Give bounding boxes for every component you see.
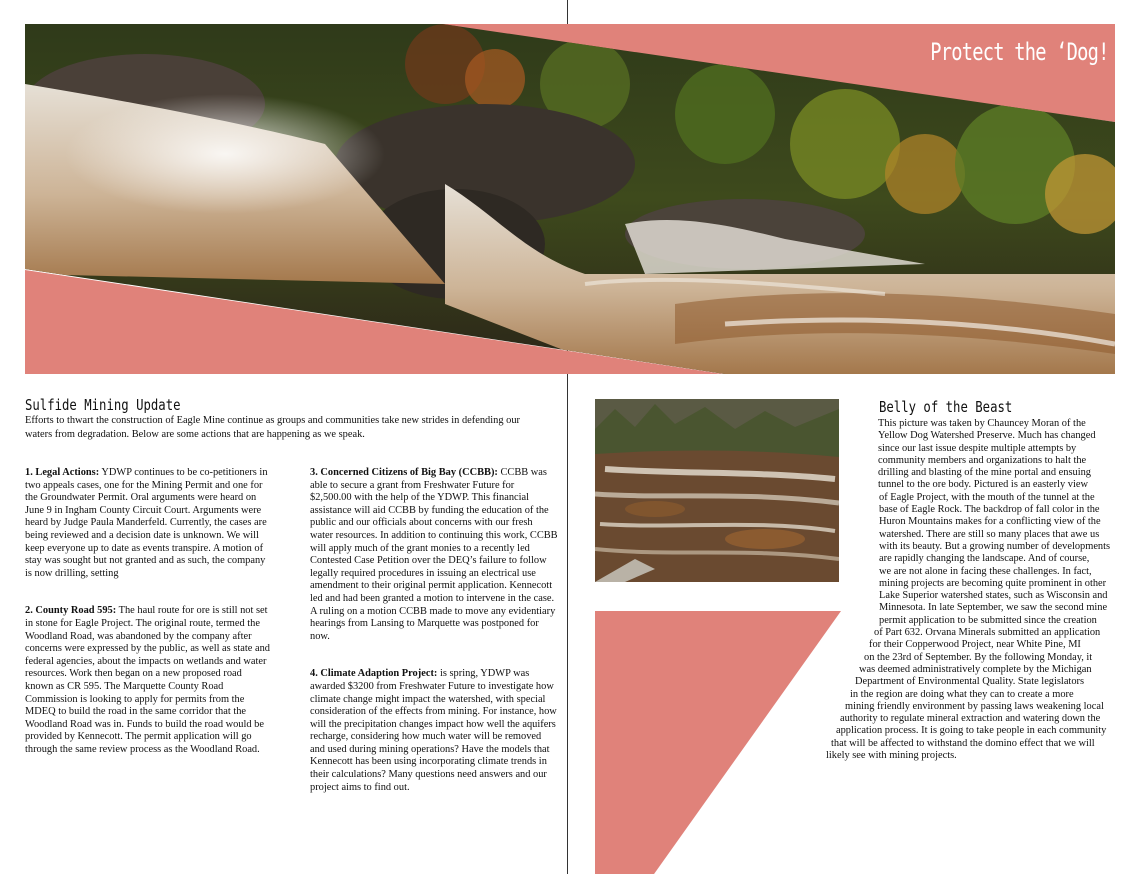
item-body: The haul route for ore is still not set in stone for Eagle Project. The original route, termed the Woodland Road, was abandoned by the company after concerns were expressed by the public, as well as state and federal agencies, about the impacts on wetlands and water resources. Work then began on a new proposed road known as CR 595. The Marquette County Road Commission is looking to apply for permits from the MDEQ to build the road in the same corridor that the Woodland Road was in. Funds to build the road would be provided by Kennecott. The permit application will go through the same review process as the Woodland Road. (25, 605, 270, 755)
text-line: Department of Environmental Quality. State legislators (855, 676, 1085, 688)
item-body: CCBB was able to secure a grant from Freshwater Future for $2,500.00 with the help of the YDWP. This financial assistance will aid CCBB by funding the education of the public and our officials about concerns with our fresh water resources. In addition to continuing this work, CCBB will apply much of the grant monies to a recently led Contested Case Petition over the DEQ’s failure to follow legally required procedures in issuing an electrical use amendment to their original permit application. Kennecott led and had been granted a motion to intervene in the case. A ruling on a motion CCBB made to move any evidentiary hearings from Lansing to Marquette was postponed for now. (310, 467, 558, 642)
text-line: permit application to be submitted since the creation (879, 614, 1097, 626)
item-ccbb (310, 467, 558, 643)
text-line: since our last issue despite multiple attempts by (878, 442, 1077, 454)
text-line: of Part 632. Orvana Minerals submitted an application (874, 627, 1101, 639)
intro-paragraph: Efforts to thwart the construction of Eagle Mine continue as groups and communities take new strides in defending our waters from degradation. Below are some actions that are happening as we speak. (25, 415, 520, 440)
text-line: mining friendly environment by passing laws weakening local (845, 700, 1104, 712)
text-line: likely see with mining projects. (826, 750, 957, 762)
left-column (25, 467, 270, 781)
text-line: of Eagle Project, with the mouth of the tunnel at the (879, 491, 1095, 503)
item-title: 1. Legal Actions: (25, 467, 100, 478)
river-photo (595, 399, 839, 582)
text-line: we are not alone in facing these challenges. In fact, (879, 565, 1092, 577)
middle-column (310, 467, 558, 819)
text-line: Lake Superior watershed states, such as Wisconsin and (879, 590, 1108, 602)
item-body: is spring, YDWP was awarded $3200 from Freshwater Future to investigate how climate change might impact the watershed, with special consideration of the effects from mining. For instance, how will the precipitation changes impact how well the aquifers recharge, considering how much water will be removed and used during mining operations? Have the models that Kennecott has been using incorporating climate trends in their calculations? Many questions need answers and our project aims to find out. (310, 668, 557, 793)
text-line: This picture was taken by Chauncey Moran of the (878, 418, 1086, 429)
text-line: with its beauty. But a growing number of developments (879, 540, 1111, 552)
item-title: 2. County Road 595: (25, 605, 117, 617)
text-line: that will be affected to withstand the domino effect that we will (831, 737, 1095, 749)
belly-paragraph (826, 418, 1116, 762)
text-line: Minnesota. In late September, we saw the second mine (879, 602, 1108, 614)
item-climate (310, 668, 558, 794)
item-legal-actions (25, 467, 270, 580)
item-title: 4. Climate Adaption Project: (310, 668, 438, 680)
text-line: for their Copperwood Project, near White Pine, MI (869, 639, 1081, 651)
text-line: application process. It is going to take people in each community (836, 725, 1107, 737)
text-line: Yellow Dog Watershed Preserve. Much has changed (878, 430, 1096, 442)
text-line: was deemed administratively complete by the Michigan (859, 663, 1092, 675)
river-rapids-photo (595, 399, 839, 582)
section-heading-belly: Belly of the Beast (879, 398, 1013, 416)
text-line: in the region are doing what they can to create a more (850, 688, 1074, 700)
text-line: watershed. There are still so many places that awe us (879, 528, 1100, 540)
section-heading-sulfide: Sulfide Mining Update (25, 396, 181, 414)
text-line: base of Eagle Rock. The backdrop of fall color in the (879, 504, 1100, 516)
text-line: are rapidly changing the landscape. And of course, (879, 553, 1090, 565)
text-line: Huron Mountains makes for a conflicting view of the (879, 516, 1101, 528)
tagline: Protect the ‘Dog! (930, 38, 1109, 66)
item-title: 3. Concerned Citizens of Big Bay (CCBB): (310, 467, 498, 478)
item-county-road (25, 605, 270, 756)
text-line: drilling and blasting of the mine portal and ensuing (878, 467, 1091, 479)
text-line: authority to regulate mineral extraction and watering down the (840, 713, 1101, 725)
accent-wedge (595, 611, 841, 874)
text-line: tunnel to the ore body. Pictured is an easterly view (878, 479, 1088, 491)
text-line: mining projects are becoming quite prominent in other (879, 577, 1107, 589)
text-line: on the 23rd of September. By the following Monday, it (864, 651, 1093, 663)
item-body: YDWP continues to be co-petitioners in two appeals cases, one for the Mining Permit and one for the Groundwater Permit. Oral arguments were heard on June 9 in Ingham County Circuit Court. Arguments were heard by Judge Paula Manderfeld. Currently, the cases are being reviewed and a decision date is unknown. We will keep everyone up to date as events transpire. A motion of stay was sought but not granted and as such, the company is now drilling, setting (25, 467, 268, 579)
text-line: community members and organizations to halt the (878, 454, 1087, 466)
